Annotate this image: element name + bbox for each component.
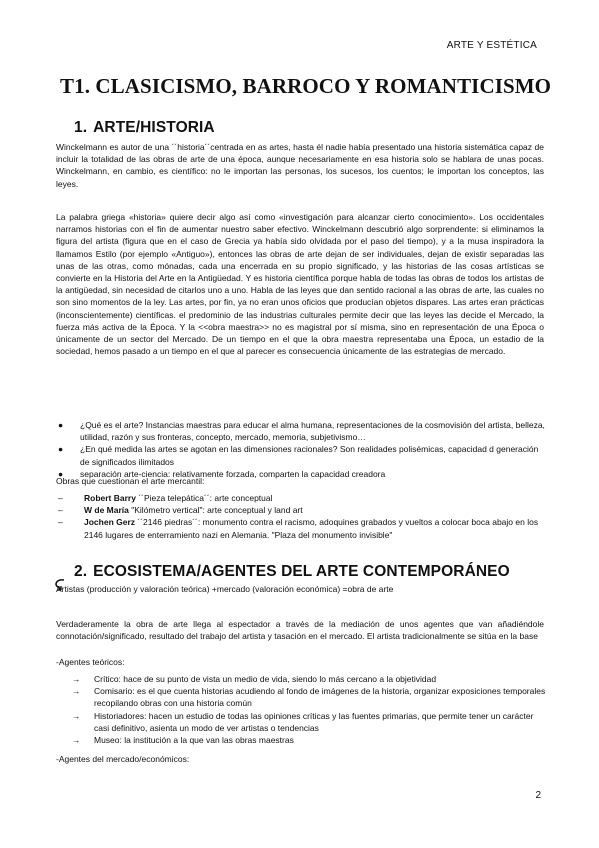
- obras-list: [56, 492, 546, 541]
- section-2-paragraph-1: [56, 618, 544, 642]
- agentes-teoricos-label: -Agentes teóricos:: [56, 657, 125, 667]
- section-2-heading: [74, 563, 510, 581]
- bullet-icon: ●: [58, 468, 64, 479]
- list-item: [56, 492, 546, 504]
- arrow-right-icon: →: [72, 710, 81, 721]
- list-item: [72, 710, 546, 734]
- paragraph-text: Verdaderamente la obra de arte llega al espectador a través de la mediación de unos agentes que van añadiéndole connotación/significado, resultado del trabajo del artista y tasación en el mercado. El artista tradicionalmente se sitúa en la base: [56, 619, 544, 642]
- dash-icon: –: [58, 505, 63, 516]
- agentes-mercado-label: -Agentes del mercado/económicos:: [56, 754, 190, 764]
- arrow-right-icon: →: [72, 735, 81, 746]
- list-item-text: separación arte-ciencia: relativamente forzada, comparten la capacidad creadora: [80, 468, 386, 479]
- obra-author: Jochen Gerz: [84, 517, 136, 528]
- list-item-text: ¿En qué medida las artes se agotan en las dimensiones racionales? Son realidades polisémicas, capacidad d generación de significados ilimitados: [80, 444, 539, 467]
- page-number: 2: [535, 790, 541, 801]
- section-2-title: ECOSISTEMA/AGENTES DEL ARTE CONTEMPORÁNEO: [93, 563, 510, 580]
- section-1-title: ARTE/HISTORIA: [93, 119, 215, 136]
- section-2-number: 2.: [74, 563, 88, 580]
- obra-description: "Kilómetro vertical": arte conceptual y land art: [128, 505, 303, 516]
- list-item: [56, 516, 546, 540]
- list-item: [56, 443, 546, 467]
- agentes-teoricos-list: [72, 673, 546, 746]
- paragraph-text: Winckelmann es autor de una ´´historia´´centrada en as artes, hasta él nadie había presentado una historia sistemática capaz de incluir la totalidad de las obras de arte de una época, aunque necesariamente en esa historia solo se hablara de unas pocas. Winckelmann, en cambio, es científico: no le importan las personas, los sucesos, los cuentos; le importan los conceptos, las leyes.: [56, 142, 544, 189]
- list-item-text: Crítico: hace de su punto de vista un medio de vida, siendo lo más cercano a la objetividad: [94, 674, 437, 684]
- list-item: [56, 419, 546, 443]
- list-item: [72, 673, 546, 685]
- obra-description: ´´2146 piedras´´: monumento contra el racismo, adoquines grabados y vueltos a colocar boca abajo en los 2146 lugares de enterramiento nazi en Alemania. "Plaza del monumento invisible": [84, 517, 539, 540]
- section-2-formula: Artistas (producción y valoración teórica) +mercado (valoración económica) =obra de arte: [56, 584, 394, 594]
- list-item: [72, 685, 546, 709]
- obras-intro: Obras que cuestionan el arte mercantil:: [56, 476, 205, 486]
- bullet-icon: ●: [58, 420, 64, 430]
- section-1-paragraph-1: [56, 141, 544, 190]
- paragraph-text: La palabra griega «historia» quiere decir algo así como «investigación para alcanzar cierto conocimiento». Los occidentales narramos historias con el fin de aumentar nuestro saber efectivo. Winckelmann descubrió algo sorprendente: si eliminamos la figura del artista (figura que en el caso de Grecia ya había sido olvidada por el paso del tiempo), y a la musa inspiradora la llamamos Estilo (por ejemplo «Antiguo»), entonces las obras de arte dejan de ser individuales, dejan de existir separadas las unas de las otras, como mónadas, cada una encerrada en su propio significado, y las historias de las cosas artísticas se convierte en la Historia del Arte en la Antigüedad. Y es historia científica porque habla de todas las obras de todos los artistas de la antigüedad, sin necesidad de citarlos uno a uno. Habla de las leyes que dan sentido racional a las obras de arte, las cuales no son sino momentos de la ley. Las artes, por fin, ya no eran unos oficios que producían objetos dispares. Las artes eran prácticas (inconscientemente) científicas. el predominio de las industrias culturales permite decir que las leyes las decide el Mercado, la fuerza más activa de la Época. Y la <<obra maestra>> no es magistral por sí misma, sino en representación de una Época o únicamente de un sector del Mercado. De un tiempo en el que la obra maestra representaba una Época, un estadio de la sociedad, hemos pasado a un tiempo en el que al parecer es consecuencia únicamente de las estrategias de mercado.: [56, 212, 544, 357]
- obra-author: Robert Barry: [84, 493, 136, 503]
- page-title: T1. CLASICISMO, BARROCO Y ROMANTICISMO: [60, 74, 552, 98]
- section-1-heading: [74, 119, 215, 137]
- list-item-text: ¿Qué es el arte? Instancias maestras para educar el alma humana, representaciones de la cosmovisión del artista, belleza, utilidad, razón y sus fronteras, concepto, mercado, memoria, subjetivismo…: [80, 420, 545, 443]
- list-item-text: Museo: la institución a la que van las obras maestras: [94, 735, 294, 746]
- arrow-right-icon: →: [72, 686, 81, 697]
- dash-icon: –: [58, 493, 63, 503]
- running-header: ARTE Y ESTÉTICA: [446, 40, 537, 51]
- list-item-text: Comisario: es el que cuenta historias acudiendo al fondo de imágenes de la historia, organizar exposiciones temporales recopilando obras con una historia común: [94, 686, 546, 709]
- obra-description: ´´Pieza telepática´´: arte conceptual: [135, 493, 273, 503]
- list-item-text: Historiadores: hacen un estudio de todas las opiniones críticas y las fuentes primarias, que permite tener un carácter casi definitivo, asienta un modo de ver artistas o tendencias: [94, 710, 534, 733]
- list-item: [72, 734, 546, 746]
- section-1-paragraph-2: [56, 211, 544, 357]
- section-1-bullet-list: [56, 419, 546, 480]
- list-item: [56, 504, 546, 516]
- bullet-icon: ●: [58, 444, 64, 455]
- obra-author: W de María: [84, 505, 129, 516]
- dash-icon: –: [58, 517, 63, 528]
- arrow-right-icon: →: [72, 674, 81, 684]
- section-1-number: 1.: [74, 119, 88, 136]
